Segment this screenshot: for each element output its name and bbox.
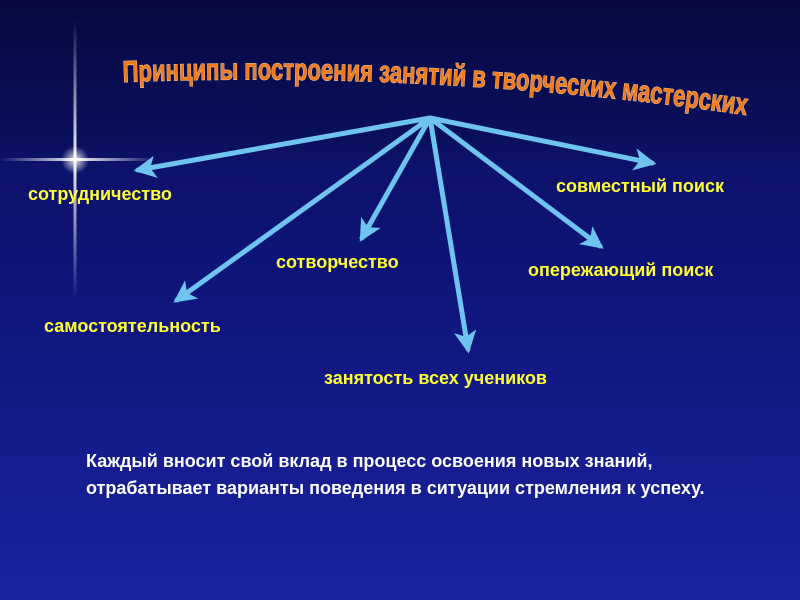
- summary-note: Каждый вносит свой вклад в процесс освоения новых знаний, отрабатывает варианты поведения в ситуации стремления к успеху.: [86, 451, 705, 498]
- principle-cocreation: сотворчество: [276, 252, 399, 272]
- principle-advanced-search: опережающий поиск: [528, 260, 714, 280]
- principle-independence: самостоятельность: [44, 316, 221, 336]
- arrow-to-all-students: [430, 118, 468, 349]
- title-text: Принципы построения занятий в творческих мастерских: [122, 53, 755, 123]
- arrow-to-cocreation: [362, 118, 430, 238]
- principle-joint-search: совместный поиск: [556, 176, 725, 196]
- principle-cooperation: сотрудничество: [28, 184, 172, 204]
- arrow-to-cooperation: [138, 118, 430, 170]
- principle-all-students-engaged: занятость всех учеников: [324, 368, 547, 388]
